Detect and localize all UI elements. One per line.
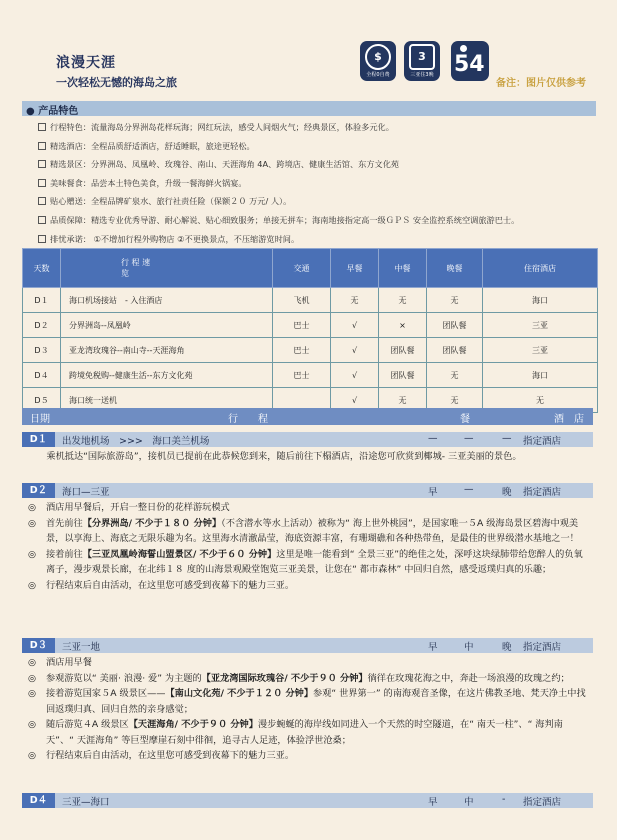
overview-cell: 巴士 (273, 363, 331, 388)
day-meal: — (428, 433, 438, 444)
feature-item (38, 122, 598, 141)
overview-cell: √ (331, 338, 379, 363)
overview-cell: 无 (483, 388, 598, 413)
feature-text: 行程特色：流量海岛分界洲岛花样玩海；网红玩法，感受人间烟火气；经典景区，体验多元化。 (50, 122, 394, 132)
feature-text: 排忧承诺： ①不增加行程外购物店 ②不更换景点，不压缩游览时间。 (50, 233, 300, 244)
col-route: 行 程 (228, 414, 268, 425)
overview-header-cell: 中餐 (379, 249, 427, 288)
sun-icon (460, 45, 467, 52)
overview-cell: 海口机场接站 - 入住酒店 (61, 288, 273, 313)
day-meal: — (464, 433, 474, 444)
day-code: D１ (22, 432, 55, 447)
day-route: 出发地机场 >>> 海口美兰机场 (62, 436, 210, 447)
features-title: ● 产品特色 (26, 106, 79, 117)
day-paragraph: 乘机抵达“国际旅游岛”，接机员已提前在此恭候您到来，随后前往下榻酒店，沿途您可欣赏到椰城- 三亚美丽的景色。 (46, 451, 522, 462)
no-self-pay-badge (360, 41, 396, 81)
item-text: 接着前往 (46, 548, 83, 560)
day-meal: 晚 (502, 487, 512, 498)
bullet-icon: ◎ (28, 672, 37, 684)
day-item (28, 748, 588, 764)
item-highlight: 【天涯海角/ 不少于９０ 分钟】 (128, 719, 258, 730)
bullet-icon: ◎ (28, 548, 37, 560)
overview-cell: 三亚 (483, 338, 598, 363)
checkbox-icon (38, 197, 46, 205)
day-meal: — (464, 484, 474, 495)
overview-cell: 分界洲岛--凤凰岭 (61, 313, 273, 338)
page-subtitle: 一次轻松无憾的海岛之旅 (56, 76, 177, 89)
day-item (28, 655, 588, 671)
bullet-icon: ◎ (28, 579, 37, 591)
item-highlight: 【分界洲岛/ 不少于１８０ 分钟】 (82, 517, 222, 529)
overview-cell: 无 (331, 288, 379, 313)
item-text: 行程结束后自由活动，在这里您可感受到夜幕下的魅力三亚。 (46, 579, 295, 591)
day-description (28, 500, 588, 593)
overview-cell: 海口 (483, 288, 598, 313)
bullet-icon: ◎ (28, 517, 37, 529)
day-meal: 中 (464, 797, 474, 808)
overview-cell: 巴士 (273, 313, 331, 338)
overview-cell: 巴士 (273, 338, 331, 363)
day-hotel: 指定酒店 (523, 436, 562, 447)
feature-text: 精选酒店：全程品质舒适酒店，舒适睡眠，旅途更轻松。 (50, 140, 255, 151)
overview-cell: 无 (379, 388, 427, 413)
item-highlight: 【南山文化苑/ 不少于１２０ 分钟】 (165, 688, 314, 699)
overview-cell: 无 (427, 363, 483, 388)
overview-cell: D５ (23, 388, 61, 413)
checkbox-icon (38, 160, 46, 168)
day-route: 三亚—海口 (62, 797, 110, 808)
col-hotel: 酒 店 (554, 414, 584, 425)
checkbox-icon (38, 123, 46, 131)
overview-cell: D１ (23, 288, 61, 313)
day-code: D３ (22, 638, 55, 653)
overview-header-cell: 住宿酒店 (483, 249, 598, 288)
overview-cell: 团队餐 (379, 338, 427, 363)
item-text: 漫步蜿蜒的海岸线如同进入一个天然的时空隧道，在“ 南天一柱”、“ 海判南天”、“ 天涯海角” 等巨型摩崖石刻中徘徊，追寻古人足迹，体验浮世沧桑； (46, 719, 563, 746)
checkbox-icon (38, 235, 46, 243)
day-meal: 中 (464, 642, 474, 653)
day-meal: 早 (428, 797, 438, 808)
image-note: 备注：图片仅供参考 (496, 78, 586, 89)
item-highlight: 【亚龙湾国际玫瑰谷/ 不少于９０ 分钟】 (201, 672, 368, 684)
day-meal: 早 (428, 642, 438, 653)
bullet-icon: ◎ (28, 688, 37, 699)
item-text: 随后游览４A 级景区 (46, 719, 129, 730)
day-item (28, 717, 588, 748)
overview-cell: 团队餐 (427, 313, 483, 338)
overview-cell: √ (331, 388, 379, 413)
day-route: 海口—三亚 (62, 487, 110, 498)
five-day-four-night-badge (451, 41, 489, 81)
item-text: 酒店用早餐 (46, 657, 92, 668)
day-item (28, 516, 588, 547)
day-code: D２ (22, 483, 55, 498)
overview-cell: 无 (427, 288, 483, 313)
feature-text: 品质保障：精选专业优秀导游、耐心解说、贴心细致服务；单接无拼车；海南地接指定高一级ＧＰＳ 安全监控系统空调旅游巴士。 (50, 214, 520, 225)
day-route: 三亚一地 (62, 642, 101, 653)
feature-text: 精选景区：分界洲岛、凤凰岭、玫瑰谷、南山、天涯海角 4A、跨境店、健康生活馆、东方文化苑 (50, 159, 400, 170)
bullet-icon: ◎ (28, 502, 37, 513)
item-text: 行程结束后自由活动，在这里您可感受到夜幕下的魅力三亚。 (46, 750, 295, 761)
overview-cell: × (379, 313, 427, 338)
item-text: 酒店用早餐后，开启一整日份的花样游玩模式 (46, 502, 230, 513)
bullet-icon: ◎ (28, 750, 37, 761)
day-item (28, 686, 588, 717)
day-hotel: 指定酒店 (523, 797, 562, 808)
overview-row (23, 338, 598, 363)
checkbox-icon (38, 142, 46, 150)
day-description (28, 655, 588, 764)
col-meal: 餐 (460, 414, 470, 425)
badge-caption: 三亚住3晚 (410, 72, 434, 78)
overview-cell: 海口 (483, 363, 598, 388)
item-text: 徜徉在玫瑰花海之中，奔赴一场浪漫的玫瑰之约； (367, 672, 570, 684)
day-meal: — (502, 433, 512, 444)
overview-cell: D４ (23, 363, 61, 388)
feature-item (38, 178, 598, 197)
badge-caption: 全程0自费 (366, 72, 390, 78)
feature-item (38, 196, 598, 215)
overview-header-cell: 晚餐 (427, 249, 483, 288)
item-highlight: 【三亚凤凰岭海誓山盟景区/ 不少于６０ 分钟】 (82, 548, 277, 560)
overview-cell: D３ (23, 338, 61, 363)
itinerary-header (22, 408, 593, 425)
overview-cell: 跨境免税购--健康生活--东方文化苑 (61, 363, 273, 388)
overview-row (23, 313, 598, 338)
item-text: 首先前往 (46, 517, 83, 529)
day-item (28, 500, 588, 516)
features-list (38, 122, 598, 252)
overview-header-cell: 交通 (273, 249, 331, 288)
feature-item (38, 141, 598, 160)
day-item (28, 547, 588, 578)
feature-item (38, 215, 598, 234)
day-bar (22, 432, 593, 447)
day-bar (22, 638, 593, 653)
overview-cell: 无 (379, 288, 427, 313)
badge-number: 54 (454, 52, 485, 77)
day-item (28, 578, 588, 594)
day-meal: 晚 (502, 642, 512, 653)
page-title: 浪漫天涯 (56, 55, 116, 71)
overview-row (23, 363, 598, 388)
overview-header-row (23, 249, 598, 288)
overview-cell: 团队餐 (379, 363, 427, 388)
day-bar (22, 793, 593, 808)
overview-table (22, 248, 598, 413)
checkbox-icon (38, 216, 46, 224)
three-nights-badge (404, 41, 440, 81)
checkbox-icon (38, 179, 46, 187)
day-bar (22, 483, 593, 498)
feature-text: 美味餐食：品尝本土特色美食，升级一餐海鲜火锅宴。 (50, 177, 247, 188)
calendar-icon: 3 (409, 44, 435, 70)
overview-cell: 三亚 (483, 313, 598, 338)
overview-header-cell: 早餐 (331, 249, 379, 288)
overview-cell: 团队餐 (427, 338, 483, 363)
dollar-icon: $ (365, 44, 391, 70)
overview-header-cell: 天数 (23, 249, 61, 288)
overview-cell: √ (331, 363, 379, 388)
bullet-icon: ◎ (28, 719, 37, 730)
day-meal: - (502, 794, 506, 805)
overview-header-cell: 行 程 速 览 (61, 249, 273, 288)
overview-row (23, 288, 598, 313)
day-meal: 早 (428, 487, 438, 498)
overview-cell: 海口统一送机 (61, 388, 273, 413)
overview-cell: D２ (23, 313, 61, 338)
bullet-icon: ◎ (28, 657, 37, 668)
item-text: 这里是唯一能看到“ 全景三亚”的绝佳之处，深呼这块绿肺带给您醉人的负氧离子，漫步观景长廊，在北纬１８ 度的山海景观殿堂饱览三亚美景，让您在“ 都市森林” 中回归自然，感受返璞归真的乐趣； (46, 548, 583, 575)
day-hotel: 指定酒店 (523, 642, 562, 653)
feature-text: 贴心赠送：全程品牌矿泉水、旅行社责任险（保额２０ 万元/ 人）。 (50, 196, 292, 207)
item-text: 接着游览国家５A 级景区—— (46, 688, 166, 699)
day-item (28, 671, 588, 687)
overview-cell: √ (331, 313, 379, 338)
item-text: （不含潜水等水上活动）被称为“ 海上世外桃园”，是国家唯一５A 级海岛景区碧海中观美景，以享海上、海底之无限乐趣为名。这里海水清澈晶莹，海底资源丰富，有珊瑚礁和各种热带鱼，是最佳的世界级潜水基地之一！ (46, 517, 579, 544)
col-date: 日期 (30, 414, 50, 425)
overview-cell: 亚龙湾玫瑰谷--南山寺--天涯海角 (61, 338, 273, 363)
item-text: 参观游览以“ 美丽· 浪漫· 爱” 为主题的 (46, 672, 202, 684)
day-description (28, 449, 588, 465)
features-section-bar (22, 101, 596, 116)
overview-cell: 飞机 (273, 288, 331, 313)
item-text: 参观“ 世界第一” 的南海观音圣像，在这片佛教圣地、梵天净土中找回返璞归真、回归自然的亲身感觉； (46, 688, 586, 715)
overview-cell: 无 (427, 388, 483, 413)
feature-item (38, 159, 598, 178)
header (0, 0, 617, 100)
day-hotel: 指定酒店 (523, 487, 562, 498)
day-code: D４ (22, 793, 55, 808)
